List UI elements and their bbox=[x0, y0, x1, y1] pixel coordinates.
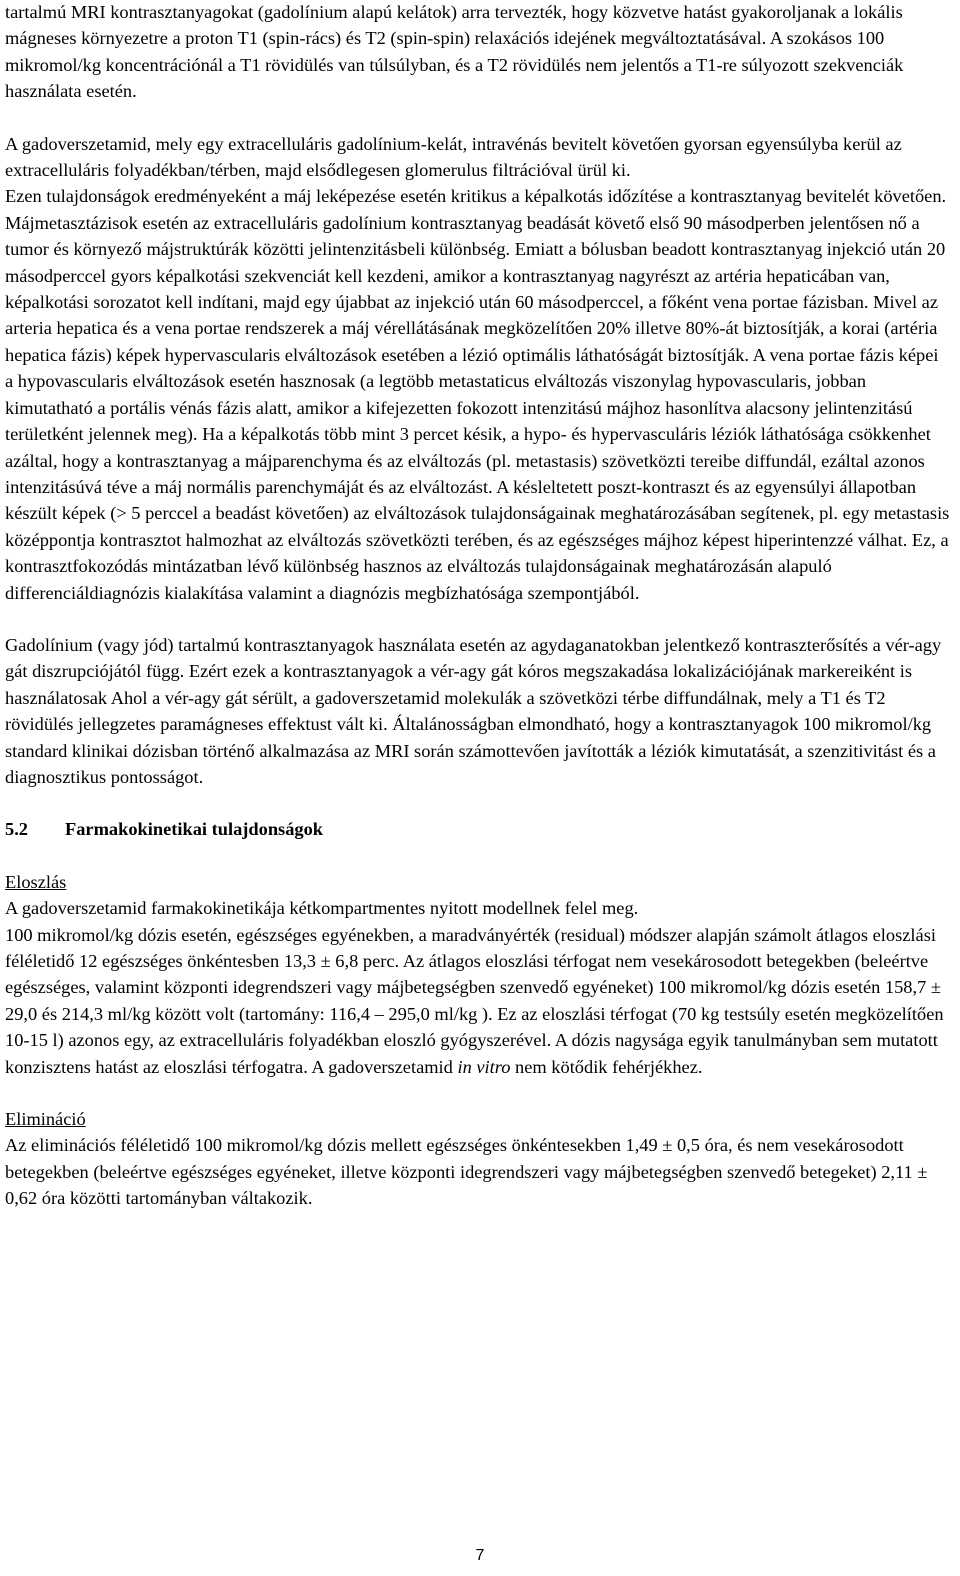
subheading-elimination: Elimináció bbox=[5, 1109, 86, 1130]
paragraph-distribution-model: A gadoverszetamid farmakokinetikája kétkompartmentes nyitott modellnek felel meg. bbox=[5, 898, 639, 919]
subheading-distribution: Eloszlás bbox=[5, 871, 67, 892]
section-number: 5.2 bbox=[5, 819, 28, 840]
paragraph-gadoversetamide-distribution: A gadoverszetamid, mely egy extracelluláris gadolínium-kelát, intravénás bevitelt követően gyorsan egyensúlyba kerül az extracelluláris folyadékban/térben, majd elsődlegesen glomerulus filtrációval ürül ki. bbox=[5, 133, 902, 181]
in-vitro-italic: in vitro bbox=[457, 1056, 511, 1077]
paragraph-brain-tumor-contrast: Gadolínium (vagy jód) tartalmú kontrasztanyagok használata esetén az agydaganatokban jelentkező kontraszterősítés a vér-agy gát diszrupciójától függ. Ezért ezek a kontrasztanyagok a vér-agy gát kóros megszakadása lokalizációjának markereiként is használatosak Ahol a vér-agy gát sérült, a gadoverszetamid molekulák a szövetközi térbe diffundálnak, mely a T1 és T2 rövidülés jellegzetes paramágneses effektust vált ki. Általánosságban elmondható, hogy a kontrasztanyagok 100 mikromol/kg standard klinikai dózisban történő alkalmazása az MRI során számottevően javították a léziók kimutatását, a szenzitivitást és a diagnosztikus pontosságot. bbox=[5, 634, 942, 787]
paragraph-liver-imaging: Ezen tulajdonságok eredményeként a máj leképezése esetén kritikus a képalkotás időzítése a kontrasztanyag bevitelét követően. Májmetasztázisok esetén az extracelluláris gadolínium kontrasztanyag beadását követő első 90 másodperben jelentősen nő a tumor és környező májstruktúrák közötti jelintenzitásbeli különbség. Emiatt a bólusban beadott kontrasztanyag injekció után 20 másodperccel gyors képalkotási szekvenciát kell kezdeni, amikor a kontrasztanyag nagyrészt az artéria hepaticában van, képalkotási sorozatot kell indítani, majd egy újabbat az injekció után 60 másodperccel, a főként vena portae fázisban. Mivel az arteria hepatica és a vena portae rendszerek a máj vérellátásának megközelítően 20% illetve 80%-át biztosítják, a korai (artéria hepatica fázis) képek hypervascularis elváltozások esetében a lézió optimális láthatóságát biztosítják. A vena portae fázis képei a hypovascularis elváltozások esetén hasznosak (a legtöbb metastaticus elváltozás viszonylag hypovascularis, jobban kimutatható a portális vénás fázis alatt, amikor a kifejezetten fokozott intenzitású májhoz hasonlítva alacsony jelintenzitású területként jelennek meg). Ha a képalkotás több mint 3 percet késik, a hypo- és hypervasculáris léziók láthatósága csökkenhet azáltal, hogy a kontrasztanyag a májparenchyma és az elváltozás (pl. metastasis) szövetközti tereibe diffundál, ezáltal azonos intenzitásúvá téve a máj normális parenchymáját és az elváltozást. A késleltetett poszt-kontraszt és az egyensúlyi állapotban készült képek (> 5 perccel a beadást követően) az elváltozások tulajdonságainak meghatározásában segítenek, pl. egy metastasis középpontja kontrasztot halmozhat az elváltozás szövetközti terében, és az egészséges májhoz képest hiperintenzzé válhat. Ez, a kontrasztfokozódás mintázatban lévő különbség hasznos az elváltozás tulajdonságainak meghatározásán alapuló differenciáldiagnózis kialakítása valamint a diagnózis megbízhatósága szempontjából. bbox=[5, 186, 950, 603]
section-title: Farmakokinetikai tulajdonságok bbox=[65, 819, 324, 840]
paragraph-elimination: Az eliminációs féléletidő 100 mikromol/kg dózis mellett egészséges önkéntesekben 1,49 ± 0,5 óra, és nem vesekárosodott betegekben (beleértve egészséges egyéneket, illetve központi idegrendszeri vagy májbetegségben szenvedő betegeket) 2,11 ± 0,62 óra közötti tartományban váltakozik. bbox=[5, 1135, 928, 1209]
document-page bbox=[5, 0, 951, 1212]
distribution-text: 100 mikromol/kg dózis esetén, egészséges egyénekben, a maradványérték (residual) módszer alapján számolt átlagos eloszlási féléletidő 12 egészséges önkéntesben 13,3 ± 6,8 perc. Az átlagos eloszlási térfogat nem vesekárosodott betegekben (beleértve egészséges, valamint központi idegrendszeri vagy májbetegségben szenvedő egyéneket) 100 mikromol/kg dózis esetén 158,7 ± 29,0 és 214,3 ml/kg között volt (tartomány: 116,4 – 295,0 ml/kg ). Ez az eloszlási térfogat (70 kg testsúly esetén megközelítően 10-15 l) azonos egy, az extracelluláris folyadékban eloszló gyógyszerével. A dózis nagysága egyik tanulmányban sem mutatott konzisztens hatást az eloszlási térfogatra. A gadoverszetamid bbox=[5, 924, 944, 1077]
paragraph-mri-contrast: tartalmú MRI kontrasztanyagokat (gadolínium alapú kelátok) arra tervezték, hogy közvetve hatást gyakoroljanak a lokális mágneses környezetre a proton T1 (spin-rács) és T2 (spin-spin) relaxációs idejének megváltoztatásával. A szokásos 100 mikromol/kg koncentrációnál a T1 rövidülés van túlsúlyban, és a T2 rövidülés nem jelentős a T1-re súlyozott szekvenciák használata esetén. bbox=[5, 2, 904, 102]
distribution-text-end: nem kötődik fehérjékhez. bbox=[515, 1056, 703, 1077]
paragraph-distribution-details bbox=[5, 922, 951, 1080]
section-heading bbox=[5, 816, 951, 842]
page-number: 7 bbox=[475, 1547, 485, 1564]
